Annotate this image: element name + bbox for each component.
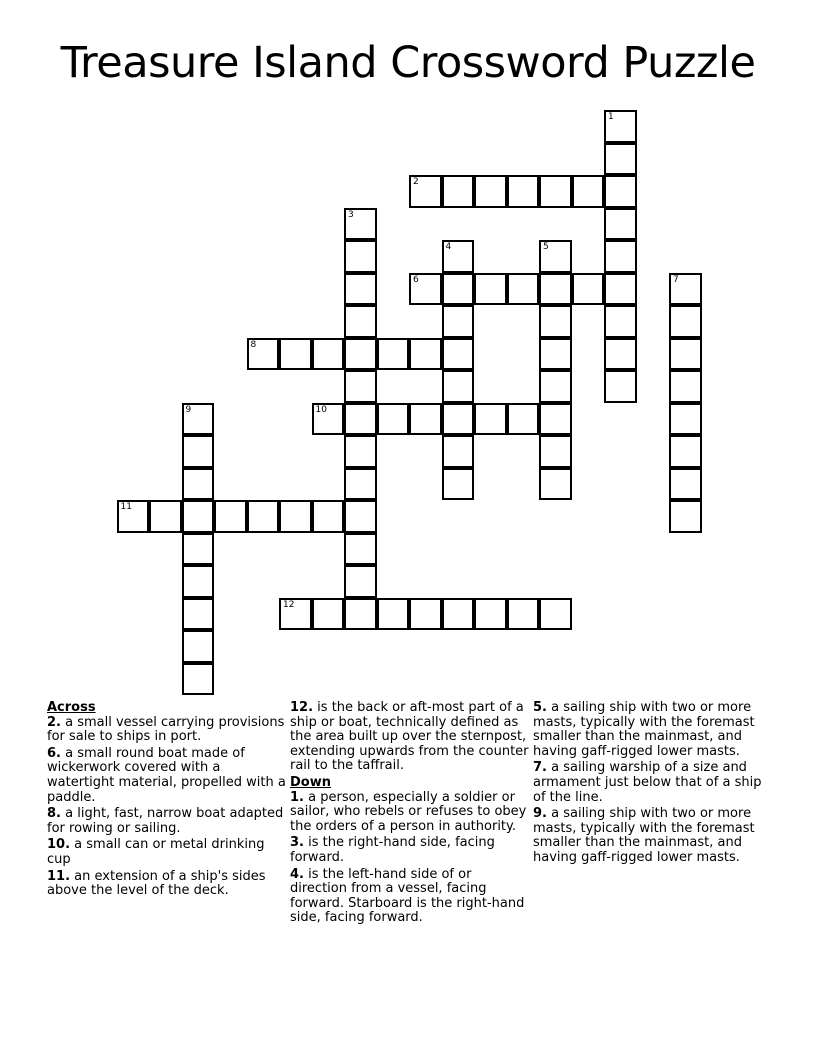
grid-cell[interactable] bbox=[669, 305, 702, 338]
grid-cell[interactable] bbox=[539, 598, 572, 631]
grid-cell[interactable] bbox=[344, 208, 377, 241]
grid-cell[interactable] bbox=[604, 370, 637, 403]
grid-cell[interactable] bbox=[182, 435, 215, 468]
clue-down-3: 3. is the right-hand side, facing forward. bbox=[290, 835, 495, 865]
grid-cell[interactable] bbox=[604, 305, 637, 338]
clue-number: 10 bbox=[315, 404, 327, 415]
grid-cell[interactable] bbox=[507, 598, 540, 631]
grid-cell[interactable] bbox=[539, 175, 572, 208]
grid-cell[interactable] bbox=[474, 175, 507, 208]
grid-cell[interactable] bbox=[442, 468, 475, 501]
across-heading: Across bbox=[47, 700, 96, 715]
grid-cell[interactable] bbox=[539, 435, 572, 468]
grid-cell[interactable] bbox=[604, 208, 637, 241]
grid-cell[interactable] bbox=[312, 598, 345, 631]
grid-cell[interactable] bbox=[312, 500, 345, 533]
clue-number: 8 bbox=[250, 339, 257, 350]
clue-number: 5 bbox=[543, 242, 549, 252]
grid-cell[interactable] bbox=[539, 273, 572, 306]
grid-cell[interactable] bbox=[312, 338, 345, 371]
grid-cell[interactable] bbox=[474, 273, 507, 306]
clue-number: 1 bbox=[608, 112, 614, 122]
grid-cell[interactable] bbox=[182, 500, 215, 533]
clue-across-6: 6. a small round boat made of wickerwork covered with a watertight material, propelled with a paddle. bbox=[47, 745, 286, 805]
grid-cell[interactable] bbox=[669, 403, 702, 436]
grid-cell[interactable] bbox=[344, 370, 377, 403]
grid-cell[interactable] bbox=[604, 175, 637, 208]
clue-across-8: 8. a light, fast, narrow boat adapted for rowing or sailing. bbox=[47, 806, 284, 836]
clue-down-7: 7. a sailing warship of a size and armament just below that of a ship of the line. bbox=[533, 760, 762, 805]
clue-across-11: 11. an extension of a ship's sides above the level of the deck. bbox=[47, 868, 266, 899]
grid-cell[interactable] bbox=[669, 435, 702, 468]
grid-cell[interactable] bbox=[344, 338, 377, 371]
clues-column-1 bbox=[47, 701, 287, 901]
grid-cell[interactable] bbox=[344, 500, 377, 533]
grid-cell[interactable] bbox=[344, 468, 377, 501]
grid-cell[interactable] bbox=[442, 370, 475, 403]
grid-cell[interactable] bbox=[442, 273, 475, 306]
grid-cell[interactable] bbox=[442, 403, 475, 436]
grid-cell[interactable] bbox=[344, 305, 377, 338]
clue-number: 9 bbox=[185, 404, 192, 415]
grid-cell[interactable] bbox=[279, 338, 312, 371]
grid-cell[interactable] bbox=[182, 403, 215, 436]
grid-cell[interactable] bbox=[182, 663, 215, 696]
grid-cell[interactable] bbox=[442, 598, 475, 631]
grid-cell[interactable] bbox=[344, 403, 377, 436]
grid-cell[interactable] bbox=[377, 338, 410, 371]
clue-number: 3 bbox=[348, 209, 354, 220]
grid-cell[interactable] bbox=[344, 565, 377, 598]
clue-down-4: 4. is the left-hand side of or direction from a vessel, facing forward. Starboard is the right-hand side, facing forward. bbox=[290, 866, 525, 926]
clue-number: 11 bbox=[120, 502, 132, 512]
clue-down-9: 9. a sailing ship with two or more masts, typically with the foremast smaller than the mainmast, and having gaff-rigged lower masts. bbox=[533, 806, 755, 865]
grid-cell[interactable] bbox=[149, 500, 182, 533]
grid-cell[interactable] bbox=[442, 338, 475, 371]
clue-across-10: 10. a small can or metal drinking cup bbox=[47, 837, 265, 867]
grid-cell[interactable] bbox=[279, 500, 312, 533]
grid-cell[interactable] bbox=[182, 565, 215, 598]
grid-cell[interactable] bbox=[377, 598, 410, 631]
grid-cell[interactable] bbox=[604, 338, 637, 371]
grid-cell[interactable] bbox=[182, 598, 215, 631]
clues-column-3 bbox=[533, 701, 778, 868]
grid-cell[interactable] bbox=[182, 533, 215, 566]
grid-cell[interactable] bbox=[539, 403, 572, 436]
grid-cell[interactable] bbox=[572, 175, 605, 208]
grid-cell[interactable] bbox=[539, 370, 572, 403]
grid-cell[interactable] bbox=[344, 240, 377, 273]
grid-cell[interactable] bbox=[182, 468, 215, 501]
grid-cell[interactable] bbox=[474, 598, 507, 631]
clue-down-5: 5. a sailing ship with two or more masts, typically with the foremast smaller than the mainmast, and having gaff-rigged lower masts. bbox=[533, 700, 755, 759]
grid-cell[interactable] bbox=[117, 500, 150, 533]
grid-cell[interactable] bbox=[539, 305, 572, 338]
clue-down-1: 1. a person, especially a soldier or sailor, who rebels or refuses to obey the orders of a person in authority. bbox=[290, 789, 527, 834]
grid-cell[interactable] bbox=[344, 273, 377, 306]
grid-cell[interactable] bbox=[344, 533, 377, 566]
grid-cell[interactable] bbox=[539, 338, 572, 371]
clue-number: 7 bbox=[673, 274, 679, 285]
grid-cell[interactable] bbox=[377, 403, 410, 436]
grid-cell[interactable] bbox=[442, 240, 475, 273]
grid-cell[interactable] bbox=[214, 500, 247, 533]
grid-cell[interactable] bbox=[344, 598, 377, 631]
grid-cell[interactable] bbox=[604, 240, 637, 273]
down-heading: Down bbox=[290, 774, 331, 790]
grid-cell[interactable] bbox=[247, 500, 280, 533]
grid-cell[interactable] bbox=[409, 338, 442, 371]
grid-cell[interactable] bbox=[507, 403, 540, 436]
grid-cell[interactable] bbox=[539, 240, 572, 273]
grid-cell[interactable] bbox=[409, 175, 442, 208]
grid-cell[interactable] bbox=[507, 175, 540, 208]
grid-cell[interactable] bbox=[669, 370, 702, 403]
grid-cell[interactable] bbox=[442, 305, 475, 338]
grid-cell[interactable] bbox=[247, 338, 280, 371]
clue-across-12: 12. is the back or aft-most part of a ship or boat, technically defined as the area built up over the sternpost, extending upwards from the counter rail to the taffrail. bbox=[290, 700, 529, 774]
clues-column-2 bbox=[290, 701, 530, 928]
clue-number: 12 bbox=[283, 599, 295, 610]
grid-cell[interactable] bbox=[182, 630, 215, 663]
grid-cell[interactable] bbox=[604, 110, 637, 143]
grid-cell[interactable] bbox=[344, 435, 377, 468]
grid-cell[interactable] bbox=[669, 468, 702, 501]
grid-cell[interactable] bbox=[409, 403, 442, 436]
grid-cell[interactable] bbox=[669, 273, 702, 306]
grid-cell[interactable] bbox=[604, 273, 637, 306]
grid-cell[interactable] bbox=[409, 273, 442, 306]
grid-cell[interactable] bbox=[539, 468, 572, 501]
grid-cell[interactable] bbox=[669, 500, 702, 533]
grid-cell[interactable] bbox=[312, 403, 345, 436]
clue-number: 6 bbox=[413, 274, 419, 285]
grid-cell[interactable] bbox=[442, 435, 475, 468]
grid-cell[interactable] bbox=[669, 338, 702, 371]
clue-number: 4 bbox=[445, 242, 452, 252]
clue-number: 2 bbox=[413, 177, 419, 187]
grid-cell[interactable] bbox=[409, 598, 442, 631]
grid-cell[interactable] bbox=[572, 273, 605, 306]
grid-cell[interactable] bbox=[507, 273, 540, 306]
clue-across-2: 2. a small vessel carrying provisions for sale to ships in port. bbox=[47, 714, 285, 745]
grid-cell[interactable] bbox=[474, 403, 507, 436]
page-title: Treasure Island Crossword Puzzle bbox=[60, 38, 756, 88]
grid-cell[interactable] bbox=[604, 143, 637, 176]
grid-cell[interactable] bbox=[442, 175, 475, 208]
grid-cell[interactable] bbox=[279, 598, 312, 631]
